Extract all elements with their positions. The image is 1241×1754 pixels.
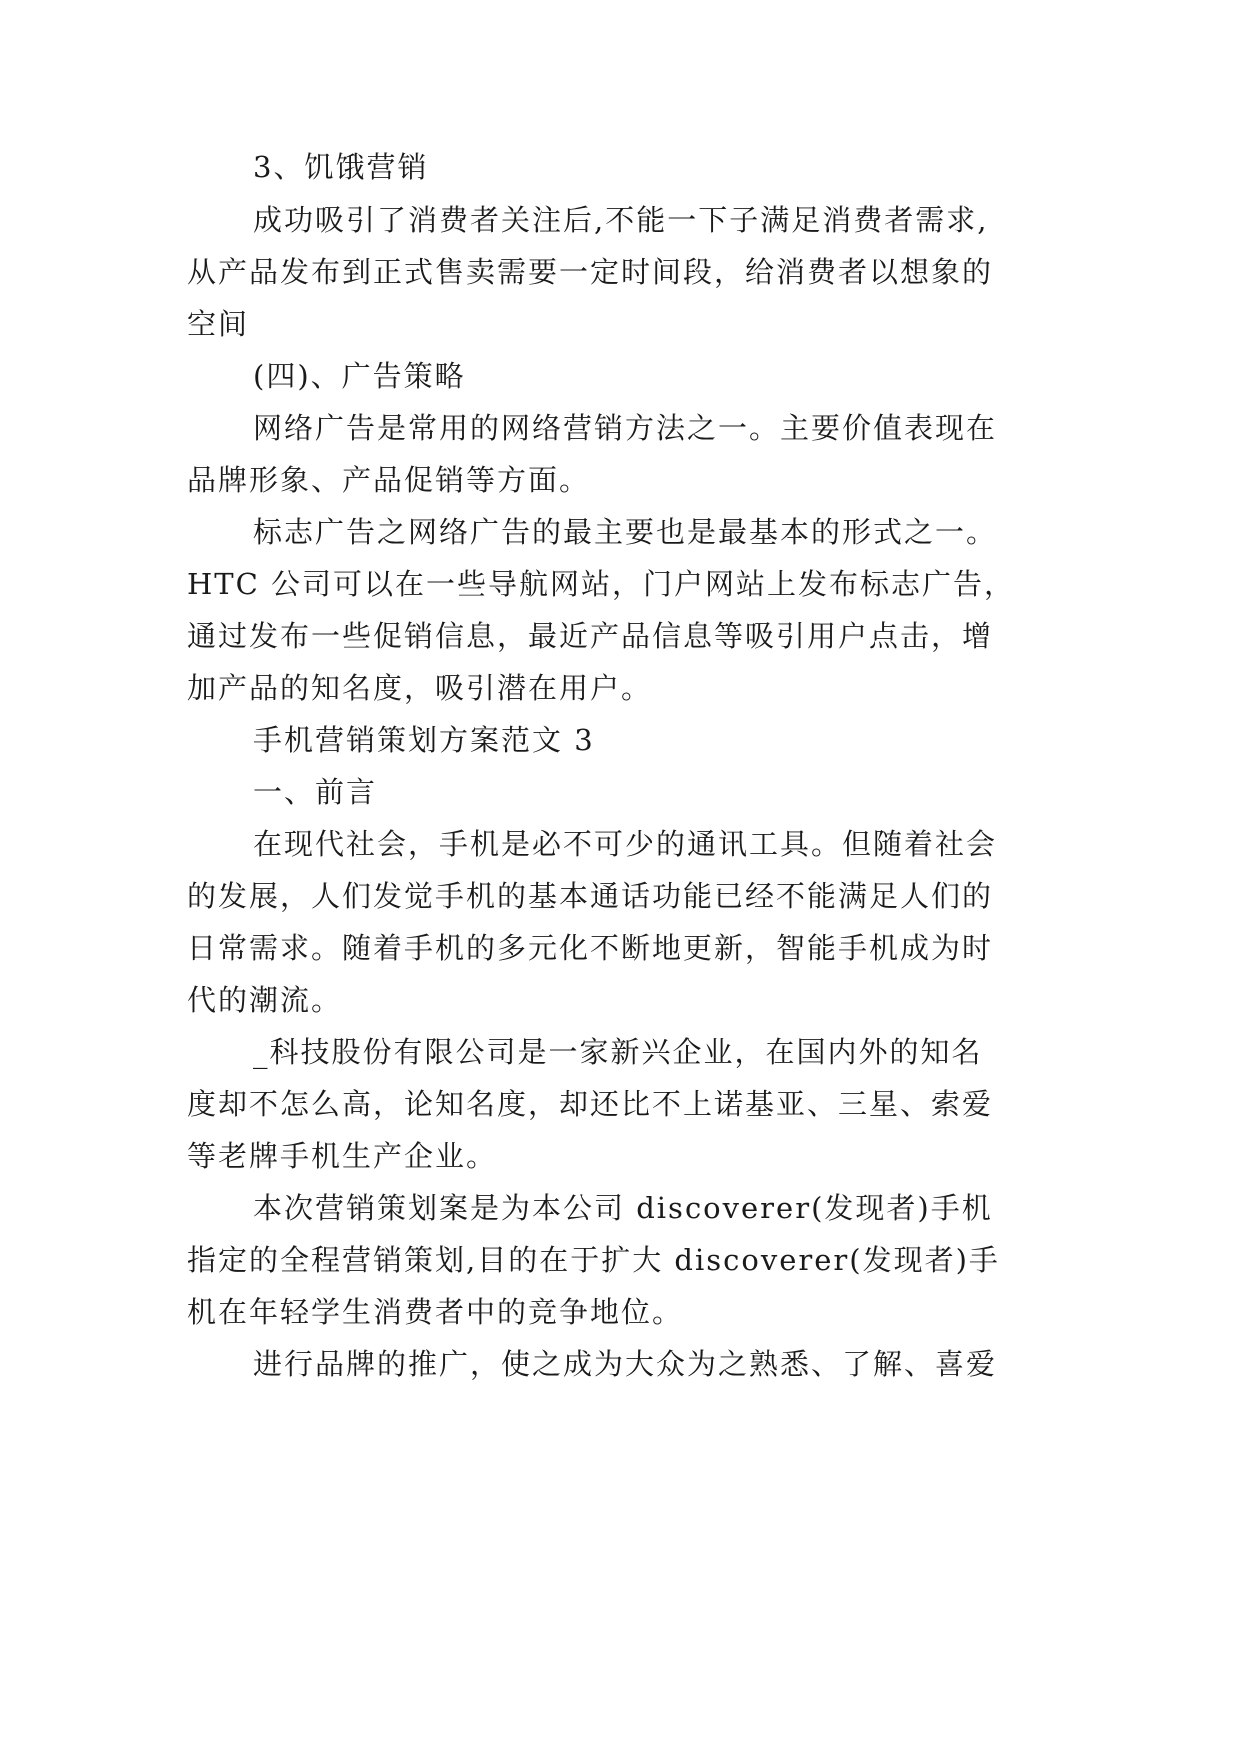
paragraph-line: 加产品的知名度，吸引潜在用户。 xyxy=(187,671,653,705)
paragraph-line: 指定的全程营销策划,目的在于扩大 discoverer(发现者)手 xyxy=(187,1243,1000,1277)
paragraph-line: 等老牌手机生产企业。 xyxy=(187,1139,498,1173)
paragraph-line: 在现代社会，手机是必不可少的通讯工具。但随着社会 xyxy=(253,827,998,861)
section-title: 手机营销策划方案范文 3 xyxy=(253,723,595,757)
paragraph-line: 空间 xyxy=(187,307,250,341)
paragraph-line: 品牌形象、产品促销等方面。 xyxy=(187,463,591,497)
heading-ad-strategy: (四)、广告策略 xyxy=(253,359,466,393)
paragraph-line: 本次营销策划案是为本公司 discoverer(发现者)手机 xyxy=(253,1191,993,1225)
paragraph-line: 通过发布一些促销信息，最近产品信息等吸引用户点击，增 xyxy=(187,619,994,653)
paragraph-line: 标志广告之网络广告的最主要也是最基本的形式之一。 xyxy=(253,515,998,549)
paragraph-line: 的发展，人们发觉手机的基本通话功能已经不能满足人们的 xyxy=(187,879,994,913)
paragraph-line: HTC 公司可以在一些导航网站，门户网站上发布标志广告， xyxy=(187,567,1016,601)
heading-hunger-marketing: 3、饥饿营销 xyxy=(253,150,429,184)
paragraph-line: 机在年轻学生消费者中的竞争地位。 xyxy=(187,1295,684,1329)
paragraph-line: 成功吸引了消费者关注后,不能一下子满足消费者需求, xyxy=(253,203,989,237)
paragraph-line: _科技股份有限公司是一家新兴企业，在国内外的知名 xyxy=(253,1035,983,1069)
paragraph-line: 网络广告是常用的网络营销方法之一。主要价值表现在 xyxy=(253,411,998,445)
paragraph-line: 从产品发布到正式售卖需要一定时间段，给消费者以想象的 xyxy=(187,255,994,289)
paragraph-line: 日常需求。随着手机的多元化不断地更新，智能手机成为时 xyxy=(187,931,994,965)
heading-preface: 一、前言 xyxy=(253,775,378,809)
paragraph-line: 度却不怎么高，论知名度，却还比不上诺基亚、三星、索爱 xyxy=(187,1087,994,1121)
paragraph-line: 代的潮流。 xyxy=(187,983,343,1017)
paragraph-line: 进行品牌的推广，使之成为大众为之熟悉、了解、喜爱 xyxy=(253,1347,998,1381)
